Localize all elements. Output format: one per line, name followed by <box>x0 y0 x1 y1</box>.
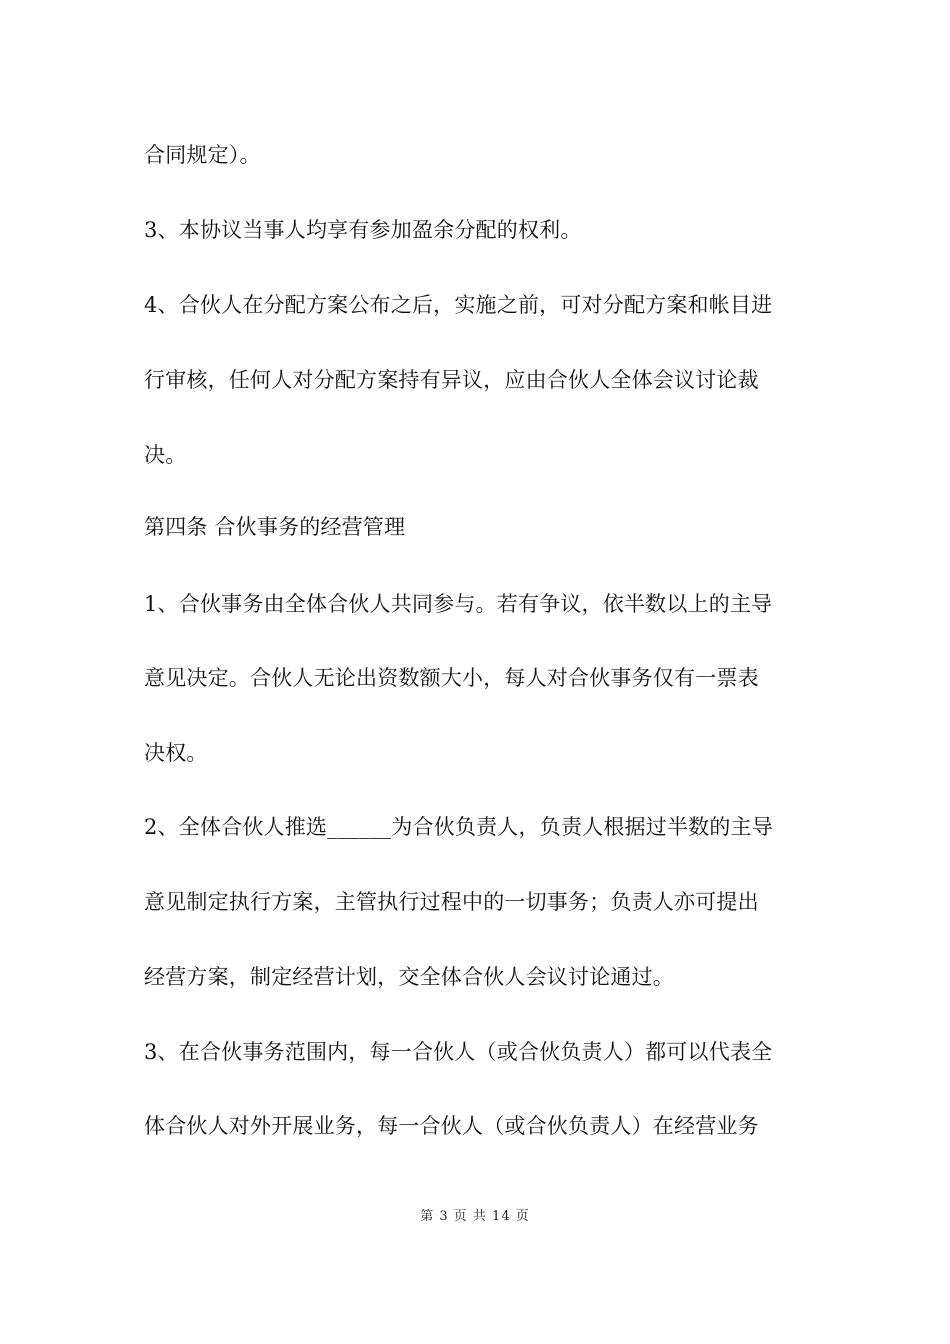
section-heading: 第四条 合伙事务的经营管理 <box>144 515 406 539</box>
paragraph-line: 4、合伙人在分配方案公布之后，实施之前，可对分配方案和帐目进 <box>144 293 773 317</box>
paragraph-line: 2、全体合伙人推选______为合伙负责人，负责人根据过半数的主导 <box>144 815 773 839</box>
paragraph-line: 意见制定执行方案，主管执行过程中的一切事务；负责人亦可提出 <box>144 890 759 914</box>
page-number-footer: 第 3 页 共 14 页 <box>420 1209 530 1224</box>
paragraph-line: 3、在合伙事务范围内，每一合伙人（或合伙负责人）都可以代表全 <box>144 1040 773 1064</box>
paragraph-line: 意见决定。合伙人无论出资数额大小，每人对合伙事务仅有一票表 <box>144 666 759 690</box>
paragraph-line: 经营方案，制定经营计划，交全体合伙人会议讨论通过。 <box>144 965 674 989</box>
paragraph-line: 3、本协议当事人均享有参加盈余分配的权利。 <box>144 218 582 242</box>
paragraph-line: 决。 <box>144 443 187 467</box>
paragraph-line: 1、合伙事务由全体合伙人共同参与。若有争议，依半数以上的主导 <box>144 592 773 616</box>
paragraph-line: 合同规定）。 <box>144 143 261 167</box>
paragraph-line: 行审核，任何人对分配方案持有异议，应由合伙人全体会议讨论裁 <box>144 368 759 392</box>
paragraph-line: 决权。 <box>144 741 208 765</box>
paragraph-line: 体合伙人对外开展业务，每一合伙人（或合伙负责人）在经营业务 <box>144 1114 759 1138</box>
